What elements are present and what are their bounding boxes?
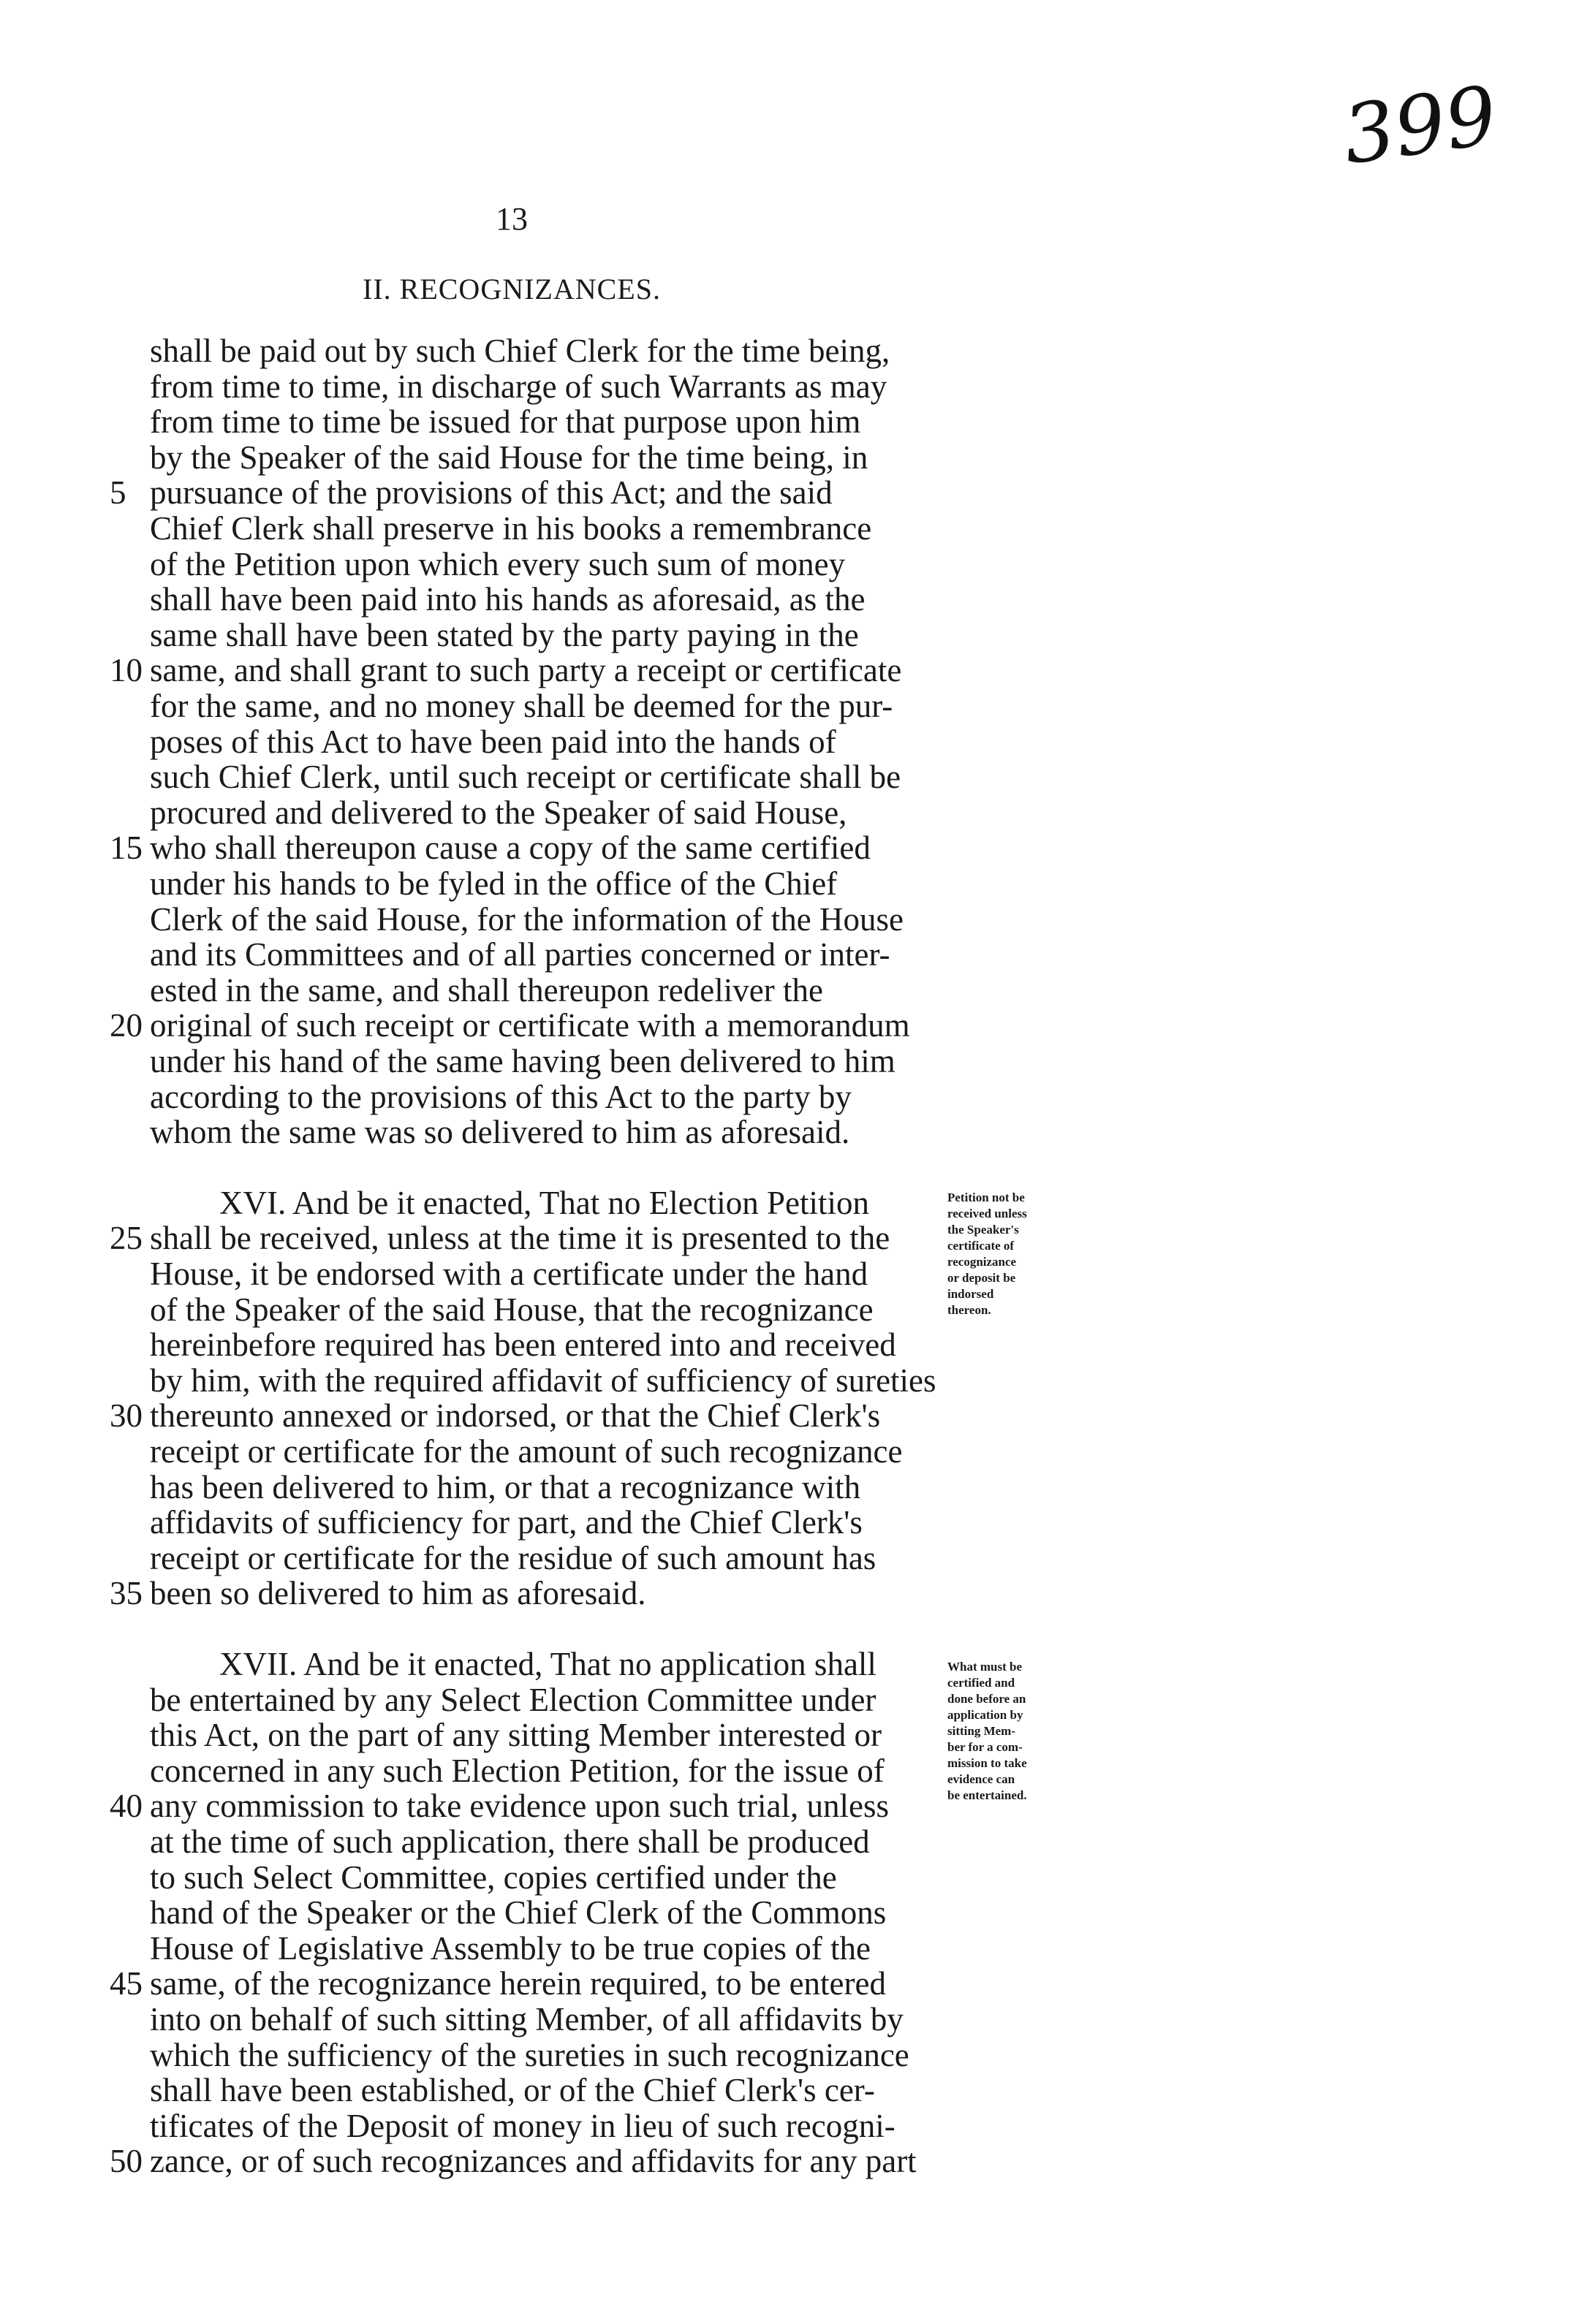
text-line bbox=[110, 617, 936, 653]
line-number: 50 bbox=[110, 2143, 143, 2179]
line-text: shall have been paid into his hands as aforesaid, as the bbox=[150, 581, 866, 618]
marginal-note-line: mission to take bbox=[947, 1756, 1027, 1770]
line-text: same shall have been stated by the party paying in the bbox=[150, 617, 859, 653]
marginal-note-petition bbox=[947, 1190, 1116, 1318]
marginal-note-line: recognizance bbox=[947, 1255, 1017, 1269]
line-text: same, and shall grant to such party a receipt or certificate bbox=[150, 652, 902, 688]
text-line bbox=[110, 1362, 936, 1399]
text-line bbox=[110, 1575, 936, 1611]
line-text: been so delivered to him as aforesaid. bbox=[150, 1575, 646, 1611]
text-line bbox=[110, 2037, 936, 2073]
line-text: at the time of such application, there shall be produced bbox=[150, 1823, 870, 1860]
line-number: 15 bbox=[110, 829, 143, 866]
line-number: 20 bbox=[110, 1007, 143, 1044]
text-line bbox=[110, 510, 936, 547]
text-line bbox=[110, 474, 936, 511]
page-number: 13 bbox=[496, 201, 528, 237]
text-line bbox=[110, 901, 936, 938]
text-line bbox=[110, 1788, 936, 1824]
line-text: who shall thereupon cause a copy of the same certified bbox=[150, 829, 871, 866]
line-text: this Act, on the part of any sitting Member interested or bbox=[150, 1717, 882, 1753]
line-text: same, of the recognizance herein required, to be entered bbox=[150, 1965, 886, 2002]
line-number: 5 bbox=[110, 474, 126, 511]
text-line bbox=[110, 1753, 936, 1789]
handwritten-folio-number bbox=[1338, 66, 1499, 212]
line-text: by the Speaker of the said House for the time being, in bbox=[150, 439, 868, 476]
text-line bbox=[110, 368, 936, 405]
line-text: thereunto annexed or indorsed, or that the Chief Clerk's bbox=[150, 1397, 881, 1434]
text-line bbox=[110, 1504, 936, 1541]
text-line bbox=[110, 1823, 936, 1860]
marginal-note-line: What must be bbox=[947, 1660, 1023, 1674]
line-text: hereinbefore required has been entered into and received bbox=[150, 1326, 896, 1363]
line-text: XVI. And be it enacted, That no Election Petition bbox=[219, 1185, 869, 1221]
marginal-note-line: Petition not be bbox=[947, 1191, 1025, 1204]
text-line bbox=[110, 439, 936, 476]
text-line bbox=[110, 1291, 936, 1328]
text-line bbox=[110, 1894, 936, 1931]
line-text: into on behalf of such sitting Member, of all affidavits by bbox=[150, 2001, 904, 2038]
line-text: procured and delivered to the Speaker of said House, bbox=[150, 794, 847, 831]
text-line bbox=[110, 794, 936, 831]
text-line bbox=[110, 1469, 936, 1505]
marginal-note-line: indorsed bbox=[947, 1287, 994, 1301]
marginal-note-line: the Speaker's bbox=[947, 1223, 1019, 1237]
text-line bbox=[110, 724, 936, 760]
line-text: ested in the same, and shall thereupon redeliver the bbox=[150, 972, 823, 1009]
text-line bbox=[110, 1646, 936, 1682]
marginal-note-application bbox=[947, 1659, 1116, 1804]
marginal-note-line: certificate of bbox=[947, 1239, 1015, 1253]
line-text: poses of this Act to have been paid into the hands of bbox=[150, 724, 836, 760]
running-header: II. RECOGNIZANCES. bbox=[363, 273, 661, 305]
line-text: Chief Clerk shall preserve in his books a remembrance bbox=[150, 510, 872, 547]
line-text: under his hands to be fyled in the office of the Chief bbox=[150, 865, 838, 902]
line-number: 45 bbox=[110, 1965, 143, 2002]
text-line bbox=[110, 1185, 936, 1221]
line-text: whom the same was so delivered to him as aforesaid. bbox=[150, 1114, 850, 1150]
text-line bbox=[110, 1079, 936, 1115]
text-line bbox=[110, 1682, 936, 1718]
line-text: has been delivered to him, or that a recognizance with bbox=[150, 1469, 861, 1505]
marginal-note-line: sitting Mem- bbox=[947, 1724, 1016, 1738]
line-text: under his hand of the same having been delivered to him bbox=[150, 1043, 895, 1079]
text-line bbox=[110, 1007, 936, 1044]
line-text: for the same, and no money shall be deemed for the pur- bbox=[150, 688, 893, 724]
line-text: any commission to take evidence upon such trial, unless bbox=[150, 1788, 890, 1824]
line-text: and its Committees and of all parties concerned or inter- bbox=[150, 936, 890, 973]
line-text: Clerk of the said House, for the information of the House bbox=[150, 901, 904, 938]
line-text: pursuance of the provisions of this Act; and the said bbox=[150, 474, 833, 511]
marginal-note-line: done before an bbox=[947, 1692, 1026, 1706]
line-text: such Chief Clerk, until such receipt or certificate shall be bbox=[150, 759, 901, 795]
line-text: from time to time, in discharge of such Warrants as may bbox=[150, 368, 887, 405]
line-text: tificates of the Deposit of money in lieu of such recogni- bbox=[150, 2108, 895, 2144]
marginal-note-line: be entertained. bbox=[947, 1788, 1027, 1802]
text-line bbox=[110, 1256, 936, 1292]
text-line bbox=[110, 972, 936, 1009]
line-text: concerned in any such Election Petition, for the issue of bbox=[150, 1753, 885, 1789]
text-line bbox=[110, 652, 936, 688]
text-line bbox=[110, 759, 936, 795]
text-line bbox=[110, 581, 936, 618]
line-text: according to the provisions of this Act to the party by bbox=[150, 1079, 852, 1115]
line-number: 40 bbox=[110, 1788, 143, 1824]
text-line bbox=[110, 1965, 936, 2002]
text-line bbox=[110, 2001, 936, 2038]
text-line bbox=[110, 1859, 936, 1896]
line-number: 35 bbox=[110, 1575, 143, 1611]
line-text: zance, or of such recognizances and affidavits for any part bbox=[150, 2143, 917, 2179]
marginal-note-line: or deposit be bbox=[947, 1271, 1016, 1285]
text-line bbox=[110, 936, 936, 973]
line-text: shall have been established, or of the Chief Clerk's cer- bbox=[150, 2072, 875, 2108]
line-text: of the Petition upon which every such sum of money bbox=[150, 546, 846, 582]
text-line bbox=[110, 546, 936, 582]
text-line bbox=[110, 865, 936, 902]
line-text: receipt or certificate for the residue of such amount has bbox=[150, 1540, 876, 1576]
svg-text:399: 399 bbox=[1338, 68, 1499, 183]
text-line bbox=[110, 1043, 936, 1079]
text-line bbox=[110, 2072, 936, 2108]
marginal-note-line: evidence can bbox=[947, 1772, 1015, 1786]
line-text: House of Legislative Assembly to be true copies of the bbox=[150, 1930, 871, 1967]
handwritten-folio-drawing bbox=[1338, 66, 1499, 212]
line-text: from time to time be issued for that purpose upon him bbox=[150, 403, 861, 440]
text-line bbox=[110, 333, 936, 369]
text-line bbox=[110, 1220, 936, 1256]
line-text: of the Speaker of the said House, that the recognizance bbox=[150, 1291, 874, 1328]
line-text: affidavits of sufficiency for part, and the Chief Clerk's bbox=[150, 1504, 863, 1541]
marginal-note-line: certified and bbox=[947, 1676, 1015, 1690]
text-line bbox=[110, 1397, 936, 1434]
line-text: shall be paid out by such Chief Clerk for the time being, bbox=[150, 333, 890, 369]
marginal-note-line: application by bbox=[947, 1708, 1023, 1722]
text-line bbox=[110, 403, 936, 440]
text-line bbox=[110, 1433, 936, 1470]
text-line bbox=[110, 1326, 936, 1363]
line-text: by him, with the required affidavit of sufficiency of sureties bbox=[150, 1362, 936, 1399]
line-number: 30 bbox=[110, 1397, 143, 1434]
marginal-note-line: received unless bbox=[947, 1207, 1027, 1220]
line-number: 25 bbox=[110, 1220, 143, 1256]
line-text: which the sufficiency of the sureties in such recognizance bbox=[150, 2037, 909, 2073]
line-text: hand of the Speaker or the Chief Clerk of the Commons bbox=[150, 1894, 887, 1931]
line-text: original of such receipt or certificate with a memorandum bbox=[150, 1007, 910, 1044]
line-text: receipt or certificate for the amount of such recognizance bbox=[150, 1433, 903, 1470]
line-text: to such Select Committee, copies certified under the bbox=[150, 1859, 837, 1896]
line-text: shall be received, unless at the time it is presented to the bbox=[150, 1220, 890, 1256]
text-line bbox=[110, 1540, 936, 1576]
line-number: 10 bbox=[110, 652, 143, 688]
text-line bbox=[110, 829, 936, 866]
marginal-note-line: thereon. bbox=[947, 1303, 991, 1317]
text-line bbox=[110, 1114, 936, 1150]
marginal-note-line: ber for a com- bbox=[947, 1740, 1023, 1754]
text-line bbox=[110, 2108, 936, 2144]
text-line bbox=[110, 1717, 936, 1753]
line-text: XVII. And be it enacted, That no application shall bbox=[219, 1646, 876, 1682]
text-line bbox=[110, 2143, 936, 2179]
text-line bbox=[110, 1930, 936, 1967]
line-text: House, it be endorsed with a certificate under the hand bbox=[150, 1256, 868, 1292]
line-text: be entertained by any Select Election Committee under bbox=[150, 1682, 876, 1718]
text-line bbox=[110, 688, 936, 724]
